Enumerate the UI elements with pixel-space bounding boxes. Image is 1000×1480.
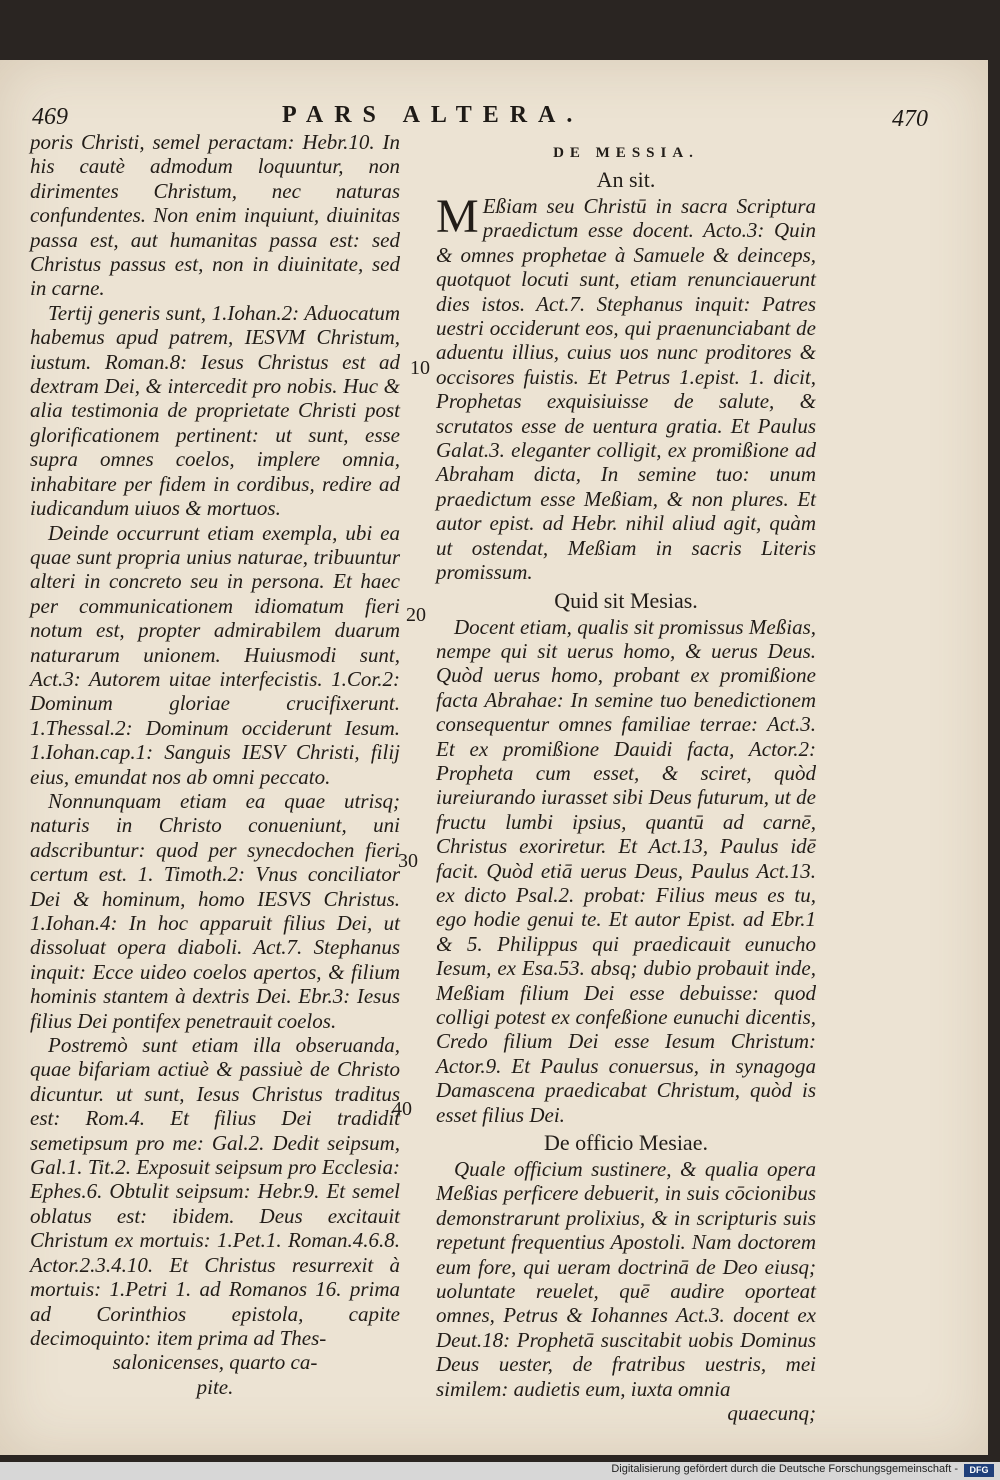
left-paragraph: Tertij generis sunt, 1.Iohan.2: Aduocatum habemus apud patrem, IESVM Christum, iustum. Roman.8: Iesus Christus est ad dextram Dei, & intercedit pro nobis. Huc & alia testimonia de proprietate Christi post glorificationem pertinent: ut sunt, esse supra omnes coelos, implere omnia, inhabitare per fidem in cordibus, redire ad iudicandum uiuos & mortuos.: [30, 300, 400, 521]
drop-cap: M: [436, 190, 479, 243]
right-paragraph: Docent etiam, qualis sit promissus Meßias, nempe qui sit uerus homo, & uerus Deus. Quòd uerus homo, probant ex promißione facta Abrahae: In semine tuo benedictionem consequentur omnes familiae terrae: Act.3. Et ex promißione Dauidi facta, Actor.2: Propheta cum esset, & sciret, quòd iureiurando iurasset sibi Deus futurum, ut de fructu lumbi ipsius, quantū ad carnē, Christus exoriretur. Et Act.13, Paulus idē facit. Quòd etiā uerus Deus, Paulus Act.13. ex dicto Psal.2. probat: Filius meus es tu, ego hodie genui te. Et autor Epist. ad Ebr.1 & 5. Philippus qui praedicauit eunucho Iesum, ex Esa.53. absq; dubio probauit inde, Meßiam filium Dei esse debuisse: quod colligi potest ex confeßione eunuchi dicentis, Credo filium Dei esse Iesum Christum: Actor.9. Et Paulus conuersus, in synagoga Damascena praedicabat Christum, quòd is esset filius Dei.: [436, 614, 816, 1127]
catchword: quaecunq;: [727, 1401, 816, 1426]
left-paragraph: Nonnunquam etiam ea quae utrisq; naturis in Christo conueniunt, uni adscribuntur: quod per synecdochen fieri certum est. 1. Timoth.2: Vnus conciliator Dei & hominum, homo IESVS Christus. 1.Iohan.4: In hoc apparuit filius Dei, ut dissoluat opera diaboli. Act.7. Stephanus inquit: Ecce uideo coelos apertos, & filium hominis stantem à dextris Dei. Ebr.3: Iesus filius Dei pontifex penetrauit coelos.: [30, 788, 400, 1033]
section-title: Quid sit Mesias.: [554, 587, 698, 613]
section-head: DE MESSIA.: [553, 145, 699, 161]
page-number-right: 470: [892, 106, 928, 132]
left-paragraph: poris Christi, semel peractam: Hebr.10. In his cautè admodum loquuntur, non dirimentes Christum, nec naturas confundentes. Non enim inquiunt, diuinitas passa est, aut humanitas passa est: sed Christus passus est, non in diuinitate, sed in carne.: [30, 130, 400, 301]
running-head: PARS ALTERA.: [282, 102, 584, 128]
left-closing-line: salonicenses, quarto ca-: [112, 1350, 318, 1375]
digitization-footer: [0, 1462, 1000, 1480]
footer-credit: Digitalisierung gefördert durch die Deutsche Forschungsgemeinschaft -: [611, 1463, 958, 1475]
page-number-left: 469: [32, 104, 68, 130]
right-column: [436, 142, 816, 1426]
margin-line-number: 10: [410, 357, 430, 379]
section-title: An sit.: [596, 167, 656, 192]
left-closing-line: pite.: [196, 1374, 234, 1399]
left-paragraph: Deinde occurrunt etiam exempla, ubi ea quae sunt propria unius naturae, tribuuntur alteri in concreto seu in persona. Et haec per communicationem idiomatum fieri notum est, propter admirabilem duarum naturarum unionem. Huiusmodi sunt, Act.3: Autorem uitae interfecistis. 1.Cor.2: Dominum gloriae crucifixerunt. 1.Thessal.2: Dominum occiderunt Iesum. 1.Iohan.cap.1: Sanguis IESV Christi, filij eius, emundat nos ab omni peccato.: [30, 520, 400, 789]
left-column: [30, 130, 400, 1399]
margin-line-number: 20: [406, 604, 426, 626]
section-title: De officio Mesiae.: [544, 1130, 708, 1156]
right-paragraph: Quale officium sustinere, & qualia opera Meßias perficere debuerit, in suis cōcionibus demonstrarunt prolixius, & in scripturis suis repetunt frequentius Apostoli. Nam doctorem eum fore, qui ueram doctrinā de Deo eiusq; uoluntate reuelet, quē audire oporteat omnes, Petrus & Iohannes Act.3. docent ex Deut.18: Prophetā suscitabit uobis Dominus Deus uester, de fratribus uestris, mei similem: audietis eum, iuxta omnia: [436, 1157, 816, 1401]
dfg-logo-icon: DFG: [964, 1464, 994, 1477]
left-paragraph: Postremò sunt etiam illa obseruanda, quae bifariam actiuè & passiuè de Christo dicuntur. ut sunt, Iesus Christus traditus est: Rom.4. Et filius Dei tradidit semetipsum pro me: Gal.2. Dedit seipsum, Gal.1. Tit.2. Exposuit seipsum pro Ecclesia: Ephes.6. Obtulit seipsum: Hebr.9. Et semel oblatus est: ibidem. Deus excitauit Christum ex mortuis: 1.Pet.1. Roman.4.6.8. Actor.2.3.4.10. Et Christus resurrexit à mortuis: 1.Petri 1. ad Romanos 16. prima ad Corinthios epistola, capite decimoquinto: item prima ad Thes-: [30, 1033, 400, 1350]
margin-line-number: 40: [392, 1098, 412, 1120]
right-paragraph: Eßiam seu Christū in sacra Scriptura praedictum esse docent. Acto.3: Quin & omnes prophetae à Samuele & deinceps, quotquot locuti sunt, etiam renunciauerunt dies istos. Act.7. Stephanus inquit: Patres uestri occiderunt eos, qui praenunciabant de aduentu illius, cuius uos nunc proditores & occisores fuistis. Et Petrus 1.epist. 1. dicit, Prophetas exquisiuisse de salute, & scrutatos esse de uentura gratia. Et Paulus Galat.3. eleganter colligit, ex promißione ad Abraham dicta, In semine tuo: unum praedictum esse Meßiam, & non plures. Et autor epist. ad Hebr. nihil aliud agit, quàm ut ostendat, Meßiam in sacris Literis promissum.: [436, 194, 816, 585]
margin-line-number: 30: [398, 850, 418, 872]
